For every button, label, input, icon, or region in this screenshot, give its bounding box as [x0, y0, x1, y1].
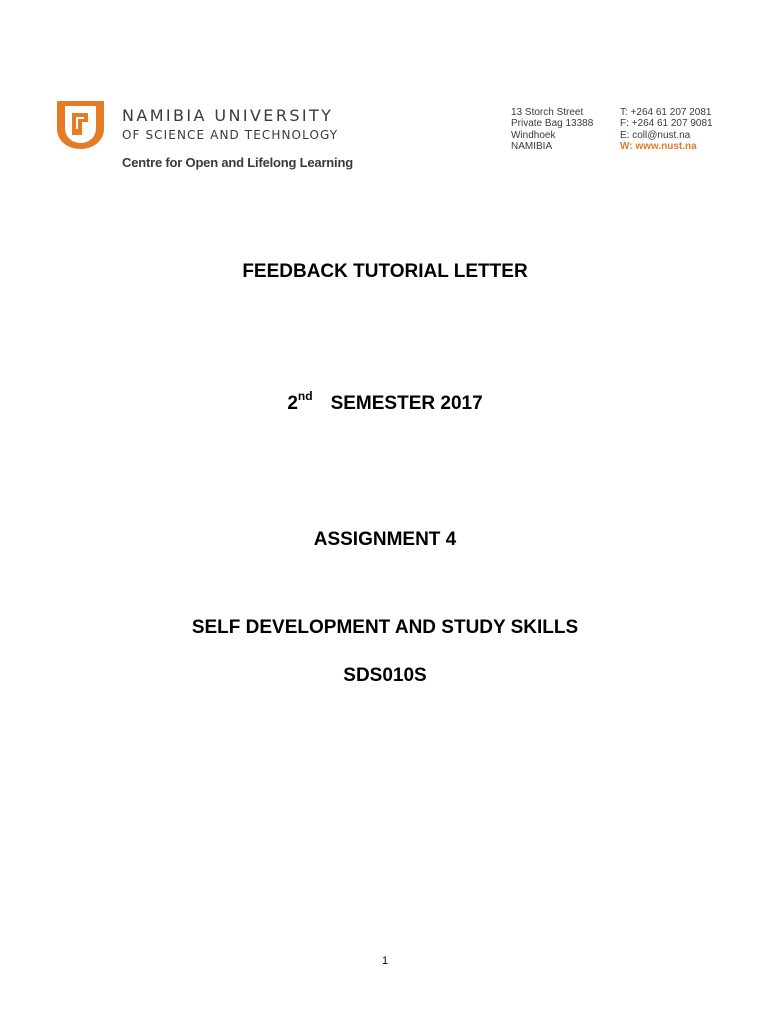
- semester-heading: [0, 389, 770, 415]
- page-number: 1: [381, 955, 389, 967]
- semester-suffix: nd: [297, 389, 313, 403]
- email-address[interactable]: E: coll@nust.na: [620, 129, 691, 141]
- course-name: SELF DEVELOPMENT AND STUDY SKILLS: [191, 617, 579, 638]
- address-line: Private Bag 13388: [511, 118, 594, 130]
- address-line: Windhoek: [511, 129, 556, 141]
- website-link[interactable]: W: www.nust.na: [620, 141, 697, 153]
- fax-number: F: +264 61 207 9081: [620, 118, 713, 130]
- semester-label: SEMESTER 2017: [330, 393, 483, 414]
- assignment-heading: ASSIGNMENT 4: [313, 529, 457, 550]
- contact-details: [620, 107, 713, 153]
- university-name: NAMIBIA UNIVERSITY: [122, 106, 334, 125]
- letterhead: [0, 0, 770, 190]
- nust-shield-logo-icon: [53, 99, 108, 151]
- postal-address: [511, 107, 593, 153]
- document-title: FEEDBACK TUTORIAL LETTER: [242, 261, 528, 282]
- address-line: NAMIBIA: [511, 141, 553, 153]
- course-code: SDS010S: [343, 665, 427, 686]
- address-line: 13 Storch Street: [511, 107, 584, 118]
- semester-number: 2: [287, 393, 298, 414]
- phone-number: T: +264 61 207 2081: [620, 107, 712, 118]
- centre-name: Centre for Open and Lifelong Learning: [122, 155, 353, 170]
- university-subtitle: OF SCIENCE AND TECHNOLOGY: [122, 128, 339, 142]
